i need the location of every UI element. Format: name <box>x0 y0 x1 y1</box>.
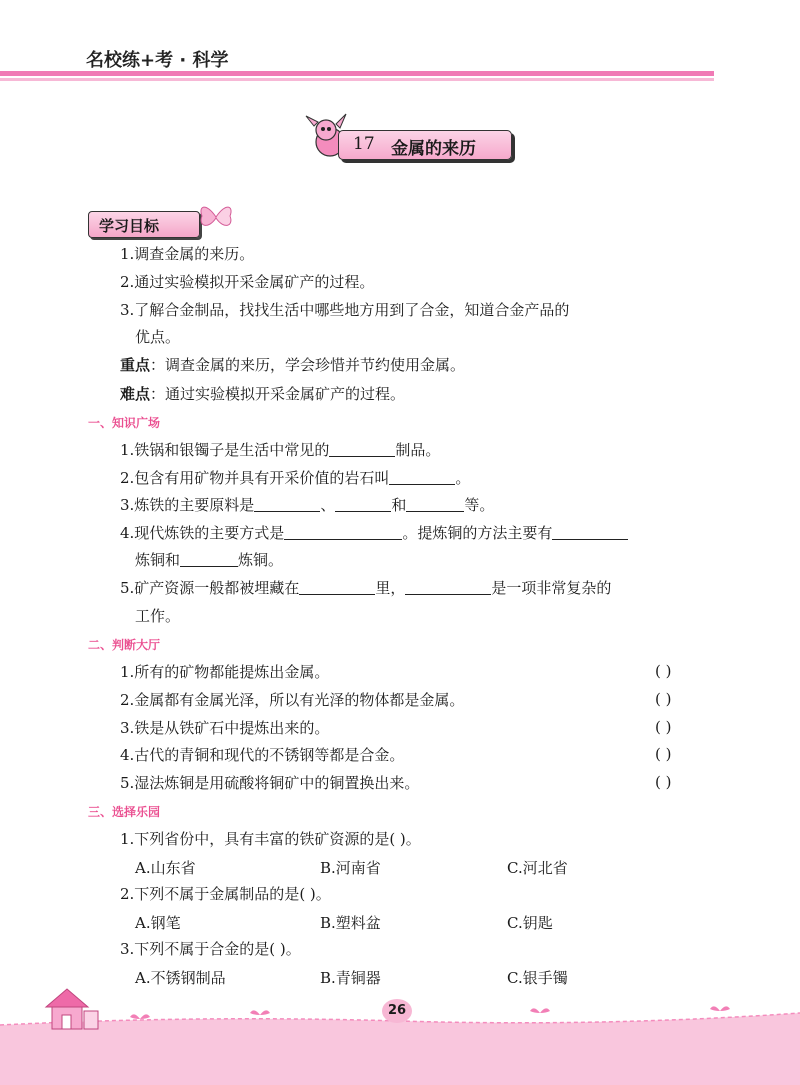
choice-option-b[interactable]: B.塑料盆 <box>320 914 381 932</box>
fill-question-5 <box>120 578 611 598</box>
question-text: 是一项非常复杂的 <box>491 579 612 597</box>
answer-blank[interactable] <box>335 496 391 512</box>
choice-option-c[interactable]: C.河北省 <box>507 859 568 877</box>
section-title-knowledge: 一、知识广场 <box>88 416 161 430</box>
question-text: 2.包含有用矿物并具有开采价值的岩石叫 <box>120 469 390 487</box>
judge-item: 5.湿法炼铜是用硫酸将铜矿中的铜置换出来。 <box>120 774 420 792</box>
question-text: 和 <box>391 496 407 514</box>
book-title: 名校练+考 · 科学 <box>86 50 229 71</box>
goal-item: 2.通过实验模拟开采金属矿产的过程。 <box>120 273 375 291</box>
fill-question-4 <box>120 523 628 543</box>
question-text: 制品。 <box>395 441 441 459</box>
answer-blank[interactable] <box>254 496 320 512</box>
section-title-judgement: 二、判断大厅 <box>88 638 161 652</box>
difficulty-point <box>120 384 405 404</box>
question-text: 炼铜。 <box>238 551 284 569</box>
answer-blank[interactable] <box>552 524 628 540</box>
goals-label: 学习目标 <box>99 217 160 235</box>
goal-item: 优点。 <box>135 328 181 346</box>
question-text: 、 <box>320 496 336 514</box>
answer-blank[interactable] <box>406 496 464 512</box>
answer-blank[interactable] <box>284 524 402 540</box>
question-text: 。 <box>455 469 471 487</box>
lesson-name: 金属的来历 <box>391 139 476 159</box>
fill-question-2 <box>120 468 470 488</box>
question-text: 炼铜和 <box>135 551 181 569</box>
judge-item: 1.所有的矿物都能提炼出金属。 <box>120 663 330 681</box>
choice-question-stem: 3.下列不属于合金的是( )。 <box>120 940 301 958</box>
goal-item: 3.了解合金制品，找找生活中哪些地方用到了合金，知道合金产品的 <box>120 301 570 319</box>
choice-option-c[interactable]: C.钥匙 <box>507 914 553 932</box>
house-icon <box>46 989 98 1029</box>
answer-paren[interactable]: ( ) <box>655 690 672 708</box>
fill-question-5-cont: 工作。 <box>135 607 181 625</box>
answer-blank[interactable] <box>405 579 491 595</box>
answer-paren[interactable]: ( ) <box>655 718 672 736</box>
fill-question-3 <box>120 495 494 515</box>
header-stripe <box>0 71 714 76</box>
choice-option-a[interactable]: A.钢笔 <box>135 914 181 932</box>
header-stripe-light <box>0 78 714 81</box>
butterfly-icon <box>196 200 236 234</box>
judge-item: 2.金属都有金属光泽，所以有光泽的物体都是金属。 <box>120 691 465 709</box>
question-text: 里， <box>375 579 406 597</box>
choice-option-b[interactable]: B.青铜器 <box>320 969 381 987</box>
choice-question-stem: 2.下列不属于金属制品的是( )。 <box>120 885 331 903</box>
section-title-choice: 三、选择乐园 <box>88 805 161 819</box>
difficulty-label: 难点 <box>120 385 151 403</box>
key-label: 重点 <box>120 356 151 374</box>
sprout-icon <box>130 1006 730 1019</box>
answer-blank[interactable] <box>299 579 375 595</box>
key-point <box>120 355 465 375</box>
judge-item: 4.古代的青铜和现代的不锈钢等都是合金。 <box>120 746 405 764</box>
answer-blank[interactable] <box>389 469 455 485</box>
choice-option-b[interactable]: B.河南省 <box>320 859 381 877</box>
fill-question-4-cont <box>135 550 283 570</box>
answer-blank[interactable] <box>180 551 238 567</box>
choice-question-stem: 1.下列省份中，具有丰富的铁矿资源的是( )。 <box>120 830 421 848</box>
answer-blank[interactable] <box>329 441 395 457</box>
question-text: 。提炼铜的方法主要有 <box>402 524 553 542</box>
key-text: ：调查金属的来历，学会珍惜并节约使用金属。 <box>150 356 466 374</box>
answer-paren[interactable]: ( ) <box>655 745 672 763</box>
question-text: 3.炼铁的主要原料是 <box>120 496 255 514</box>
fill-question-1 <box>120 440 440 460</box>
answer-paren[interactable]: ( ) <box>655 662 672 680</box>
lesson-title-box <box>338 130 512 160</box>
choice-option-a[interactable]: A.不锈钢制品 <box>135 969 226 987</box>
lesson-number: 17 <box>353 134 375 154</box>
question-text: 等。 <box>464 496 495 514</box>
difficulty-text: ：通过实验模拟开采金属矿产的过程。 <box>150 385 406 403</box>
goal-item: 1.调查金属的来历。 <box>120 245 255 263</box>
judge-item: 3.铁是从铁矿石中提炼出来的。 <box>120 719 330 737</box>
choice-option-c[interactable]: C.银手镯 <box>507 969 568 987</box>
goals-tag <box>88 211 200 238</box>
question-text: 1.铁锅和银镯子是生活中常见的 <box>120 441 330 459</box>
question-text: 5.矿产资源一般都被埋藏在 <box>120 579 300 597</box>
choice-option-a[interactable]: A.山东省 <box>135 859 196 877</box>
question-text: 4.现代炼铁的主要方式是 <box>120 524 285 542</box>
lesson-heading <box>300 108 520 168</box>
page-number: 26 <box>382 999 412 1023</box>
answer-paren[interactable]: ( ) <box>655 773 672 791</box>
